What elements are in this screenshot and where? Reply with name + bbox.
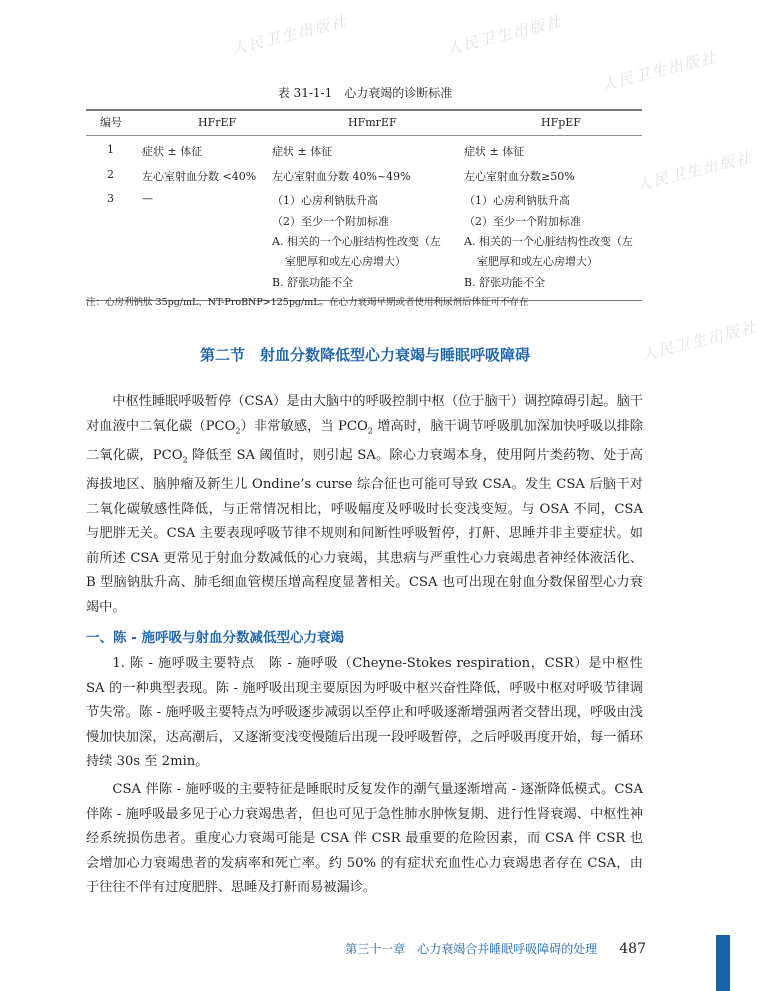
text-run: 降低至 SA 阈值时，则引起 SA。除心力衰竭本身，使用阿片类药物、处于高海拔地区、脑肿瘤及新生儿 Ondine’s curse 综合征也可能可导致 CSA。发生 CSA 后脑干对二氧化碳敏感性降低，与正常情况相比，呼吸幅度及呼吸时长变浅变短。与 OSA 不同，CSA 与肥胖无关。CSA 主要表现呼吸节律不规则和间断性呼吸暂停，打鼾、思睡并非主要症状。如前所述 CSA 更常见于射血分数减低的心力衰竭，其患病与严重性心力衰竭患者神经体液活化、B 型脑钠肽升高、肺毛细血管楔压增高程度显著相关。CSA 也可出现在射血分数保留型心力衰竭中。 (86, 447, 643, 616)
subscript: 2 (182, 455, 188, 465)
table-cell: 左心室射血分数 <40% (142, 169, 257, 183)
table-cell: （2）至少一个附加标准 (464, 214, 581, 228)
header-hfref: HFrEF (198, 115, 237, 129)
table-title: 表 31-1-1 心力衰竭的诊断标准 (277, 86, 453, 100)
table-cell: — (142, 191, 153, 205)
table-cell: 1 (107, 142, 114, 156)
table-cell: 室肥厚和或左心房增大） (285, 254, 406, 268)
table-body (86, 136, 642, 300)
table-cell: （2）至少一个附加标准 (272, 214, 389, 228)
chapter-title: 第三十一章 心力衰竭合并睡眠呼吸障碍的处理 (345, 942, 598, 956)
table-header (86, 111, 642, 135)
paragraph-text: CSA 伴陈 - 施呼吸的主要特征是睡眠时反复发作的潮气量逐渐增高 - 逐渐降低模式。CSA 伴陈 - 施呼吸最多见于心力衰竭患者，但也可见于急性肺水肿恢复期、进行性肾衰竭、中枢性神经系统损伤患者。重度心力衰竭可能是 CSA 伴 CSR 最重要的危险因素，而 CSA 伴 CSR 也会增加心力衰竭患者的发病率和死亡率。约 50% 的有症状充血性心力衰竭患者存在 CSA，由于往往不伴有过度肥胖、思睡及打鼾而易被漏诊。 (86, 782, 643, 896)
watermark: 人民卫生出版社 (639, 317, 760, 365)
paragraph-text: 1. 陈 - 施呼吸主要特点 陈 - 施呼吸（Cheyne-Stokes respiration，CSR）是中枢性 SA 的一种典型表现。陈 - 施呼吸出现主要原因为呼吸中枢兴奋性降低，呼吸中枢对呼吸节律调节失常。陈 - 施呼吸主要特点为呼吸逐步减弱以至停止和呼吸逐渐增强两者交替出现，呼吸由浅慢加快加深，达高潮后，又逐渐变浅变慢随后出现一段呼吸暂停，之后呼吸再度开始，每一循环持续 30s 至 2min。 (86, 656, 643, 770)
page-edge-bar (716, 935, 730, 991)
table-cell: 症状 ± 体征 (142, 144, 203, 158)
table-cell: 室肥厚和或左心房增大） (477, 254, 598, 268)
text-run: 中枢性睡眠呼吸暂停（CSA）是由大脑中的呼吸控制中枢（位于脑干）调控障碍引起。脑干对血液中二氧化碳（PCO (86, 394, 643, 434)
table-cell: 2 (107, 167, 114, 181)
subscript: 2 (367, 426, 373, 436)
table-cell: （1）心房利钠肽升高 (464, 193, 570, 207)
subsection-title: 一、陈 - 施呼吸与射血分数减低型心力衰竭 (86, 630, 345, 646)
paragraph-csr-features (86, 652, 643, 775)
page-footer (345, 940, 646, 957)
table-cell: B. 舒张功能不全 (272, 275, 354, 289)
table-cell: 症状 ± 体征 (464, 144, 525, 158)
header-hfpef: HFpEF (541, 115, 581, 129)
table-cell: （1）心房利钠肽升高 (272, 193, 378, 207)
watermark: 人民卫生出版社 (634, 147, 755, 195)
table-cell: 3 (107, 191, 114, 205)
text-run: 增高时，脑干调节呼吸肌加深加快呼吸以排除二氧化碳，PCO (86, 418, 643, 463)
table-cell: A. 相关的一个心脏结构性改变（左 (272, 234, 441, 248)
header-id: 编号 (100, 115, 122, 129)
text-run: ）非常敏感，当 PCO (240, 418, 368, 434)
header-hfmref: HFmrEF (348, 115, 397, 129)
page-number: 487 (619, 941, 646, 957)
section-title: 第二节 射血分数降低型心力衰竭与睡眠呼吸障碍 (199, 346, 530, 364)
table-note: 注：心房利钠肽 35pg/mL、NT-ProBNP>125pg/mL。在心力衰竭早期或者使用利尿剂后体征可不存在 (86, 297, 529, 308)
table-cell: 左心室射血分数≥50% (464, 169, 575, 183)
paragraph-csa-with-csr (86, 778, 643, 901)
watermark: 人民卫生出版社 (599, 47, 720, 95)
table-cell: 左心室射血分数 40%~49% (272, 169, 411, 183)
subscript: 2 (235, 426, 241, 436)
table-cell: 症状 ± 体征 (272, 144, 333, 158)
watermark: 人民卫生出版社 (444, 11, 565, 59)
table-cell: B. 舒张功能不全 (464, 275, 546, 289)
watermark: 人民卫生出版社 (229, 11, 350, 59)
diagnostic-table (86, 109, 642, 301)
table-cell: A. 相关的一个心脏结构性改变（左 (464, 234, 633, 248)
paragraph-csa-intro (86, 390, 643, 621)
